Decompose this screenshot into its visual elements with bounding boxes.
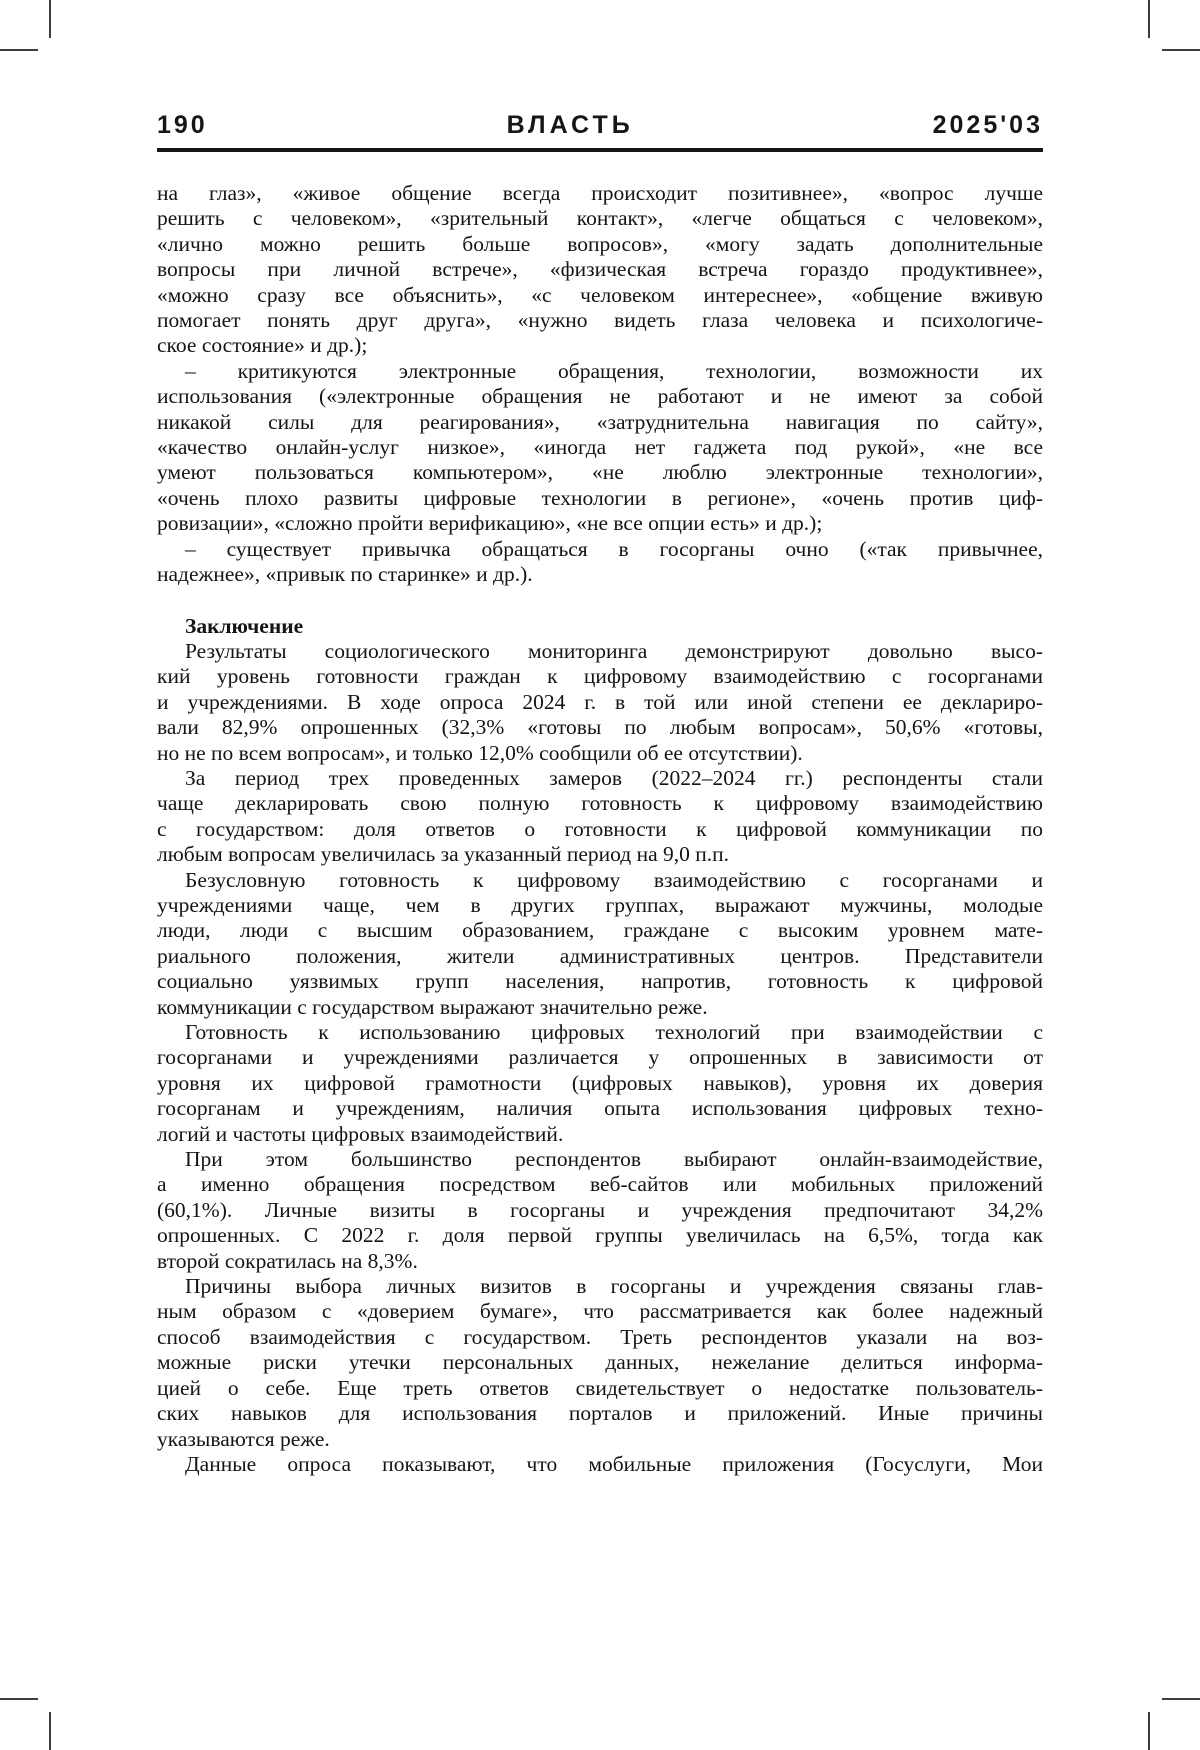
page-column bbox=[157, 0, 1043, 1477]
text-line: госорганами и учреждениями различается у опрошенных в зависимости от bbox=[157, 1045, 1043, 1070]
paragraph bbox=[157, 1020, 1043, 1147]
paragraph bbox=[157, 1274, 1043, 1452]
text-line: люди, люди с высшим образованием, граждане с высоким уровнем мате- bbox=[157, 918, 1043, 943]
text-line: – существует привычка обращаться в госорганы очно («так привычнее, bbox=[185, 536, 1043, 561]
text-line: Безусловную готовность к цифровому взаимодействию с госорганами и bbox=[185, 867, 1043, 892]
text-line: За период трех проведенных замеров (2022–2024 гг.) респонденты стали bbox=[185, 765, 1043, 790]
text-line: второй сократилась на 8,3%. bbox=[157, 1248, 418, 1273]
text-line: госорганам и учреждениям, наличия опыта использования цифровых техно- bbox=[157, 1096, 1043, 1121]
content bbox=[157, 181, 1043, 1477]
running-head bbox=[157, 110, 1043, 152]
text-line: никакой силы для реагирования», «затруднительна навигация по сайту», bbox=[157, 409, 1043, 434]
text-line: надежнее», «привык по старинке» и др.). bbox=[157, 562, 533, 587]
text-line: на глаз», «живое общение всегда происходит позитивнее», «вопрос лучше bbox=[157, 181, 1043, 205]
text-line: Заключение bbox=[185, 613, 304, 638]
text-line: риального положения, жители административных центров. Представители bbox=[157, 943, 1043, 968]
text-line: решить с человеком», «зрительный контакт», «легче общаться с человеком», bbox=[157, 206, 1043, 231]
page-number: 190 bbox=[157, 111, 208, 139]
text-line: коммуникации с государством выражают значительно реже. bbox=[157, 994, 708, 1019]
journal-title: ВЛАСТЬ bbox=[506, 111, 634, 139]
text-line: «очень плохо развиты цифровые технологии в регионе», «очень против циф- bbox=[157, 485, 1043, 510]
text-line: – критикуются электронные обращения, технологии, возможности их bbox=[185, 358, 1043, 383]
text-line: опрошенных. С 2022 г. доля первой группы увеличилась на 6,5%, тогда как bbox=[157, 1223, 1043, 1248]
crop-mark-top-left-vertical bbox=[49, 0, 51, 38]
text-line: можные риски утечки персональных данных, нежелание делиться информа- bbox=[157, 1350, 1043, 1375]
paragraph bbox=[157, 1147, 1043, 1274]
text-line: использования («электронные обращения не работают и не имеют за собой bbox=[157, 384, 1043, 409]
text-line: Причины выбора личных визитов в госорганы и учреждения связаны глав- bbox=[185, 1274, 1043, 1299]
text-line: ское состояние» и др.); bbox=[157, 333, 368, 358]
text-line: «лично можно решить больше вопросов», «могу задать дополнительные bbox=[157, 231, 1043, 256]
crop-mark-bottom-left-horizontal bbox=[0, 1698, 38, 1700]
issue-label: 2025'03 bbox=[932, 111, 1043, 139]
text-line: Результаты социологического мониторинга демонстрируют довольно высо- bbox=[185, 638, 1043, 663]
crop-mark-top-right-vertical bbox=[1148, 0, 1150, 38]
crop-mark-bottom-right-horizontal bbox=[1162, 1698, 1200, 1700]
text-line: умеют пользоваться компьютером», «не люблю электронные технологии», bbox=[157, 460, 1043, 485]
text-line: «качество онлайн-услуг низкое», «иногда нет гаджета под рукой», «не все bbox=[157, 435, 1043, 460]
text-line: и учреждениями. В ходе опроса 2024 г. в той или иной степени ее деклариро- bbox=[157, 689, 1043, 714]
text-line: ровизации», «сложно пройти верификацию», «не все опции есть» и др.); bbox=[157, 511, 823, 536]
paragraph bbox=[157, 359, 1043, 537]
text-line: цией о себе. Еще треть ответов свидетельствует о недостатке пользователь- bbox=[157, 1375, 1043, 1400]
text-line: ских навыков для использования порталов и приложений. Иные причины bbox=[157, 1401, 1043, 1426]
paragraph bbox=[157, 766, 1043, 868]
text-line: уровня их цифровой грамотности (цифровых навыков), уровня их доверия bbox=[157, 1070, 1043, 1095]
text-line: любым вопросам увеличилась за указанный период на 9,0 п.п. bbox=[157, 842, 730, 867]
paragraph bbox=[157, 537, 1043, 588]
text-line: помогает понять друг друга», «нужно видеть глаза человека и психологиче- bbox=[157, 308, 1043, 333]
crop-mark-top-left-horizontal bbox=[0, 49, 38, 51]
text-line: При этом большинство респондентов выбирают онлайн-взаимодействие, bbox=[185, 1147, 1043, 1172]
text-line: Данные опроса показывают, что мобильные приложения (Госуслуги, Мои bbox=[185, 1451, 1043, 1476]
text-line: «можно сразу все объяснить», «с человеком интереснее», «общение вживую bbox=[157, 282, 1043, 307]
text-line: кий уровень готовности граждан к цифровому взаимодействию с госорганами bbox=[157, 664, 1043, 689]
section-heading bbox=[157, 614, 1043, 639]
text-line: способ взаимодействия с государством. Треть респондентов указали на воз- bbox=[157, 1324, 1043, 1349]
paragraph bbox=[157, 181, 1043, 359]
text-line: логий и частоты цифровых взаимодействий. bbox=[157, 1121, 564, 1146]
text-line: социально уязвимых групп населения, напротив, готовность к цифровой bbox=[157, 969, 1043, 994]
text-line: (60,1%). Личные визиты в госорганы и учреждения предпочитают 34,2% bbox=[157, 1197, 1043, 1222]
text-line: указываются реже. bbox=[157, 1426, 330, 1451]
text-line: но не по всем вопросам», и только 12,0% сообщили об ее отсутствии). bbox=[157, 740, 803, 765]
crop-mark-bottom-right-vertical bbox=[1148, 1712, 1150, 1750]
paragraph bbox=[157, 868, 1043, 1020]
text-line: а именно обращения посредством веб-сайтов или мобильных приложений bbox=[157, 1172, 1043, 1197]
text-line: ным образом с «доверием бумаге», что рассматривается как более надежный bbox=[157, 1299, 1043, 1324]
paragraph bbox=[157, 1452, 1043, 1477]
crop-mark-bottom-left-vertical bbox=[49, 1712, 51, 1750]
text-line: учреждениями чаще, чем в других группах, выражают мужчины, молодые bbox=[157, 892, 1043, 917]
text-line: с государством: доля ответов о готовности к цифровой коммуникации по bbox=[157, 816, 1043, 841]
paragraph bbox=[157, 639, 1043, 766]
text-line: чаще декларировать свою полную готовность к цифровому взаимодействию bbox=[157, 791, 1043, 816]
text-line: вали 82,9% опрошенных (32,3% «готовы по любым вопросам», 50,6% «готовы, bbox=[157, 715, 1043, 740]
crop-mark-top-right-horizontal bbox=[1162, 49, 1200, 51]
text-line: вопросы при личной встрече», «физическая встреча гораздо продуктивнее», bbox=[157, 257, 1043, 282]
text-line: Готовность к использованию цифровых технологий при взаимодействии с bbox=[185, 1020, 1043, 1044]
